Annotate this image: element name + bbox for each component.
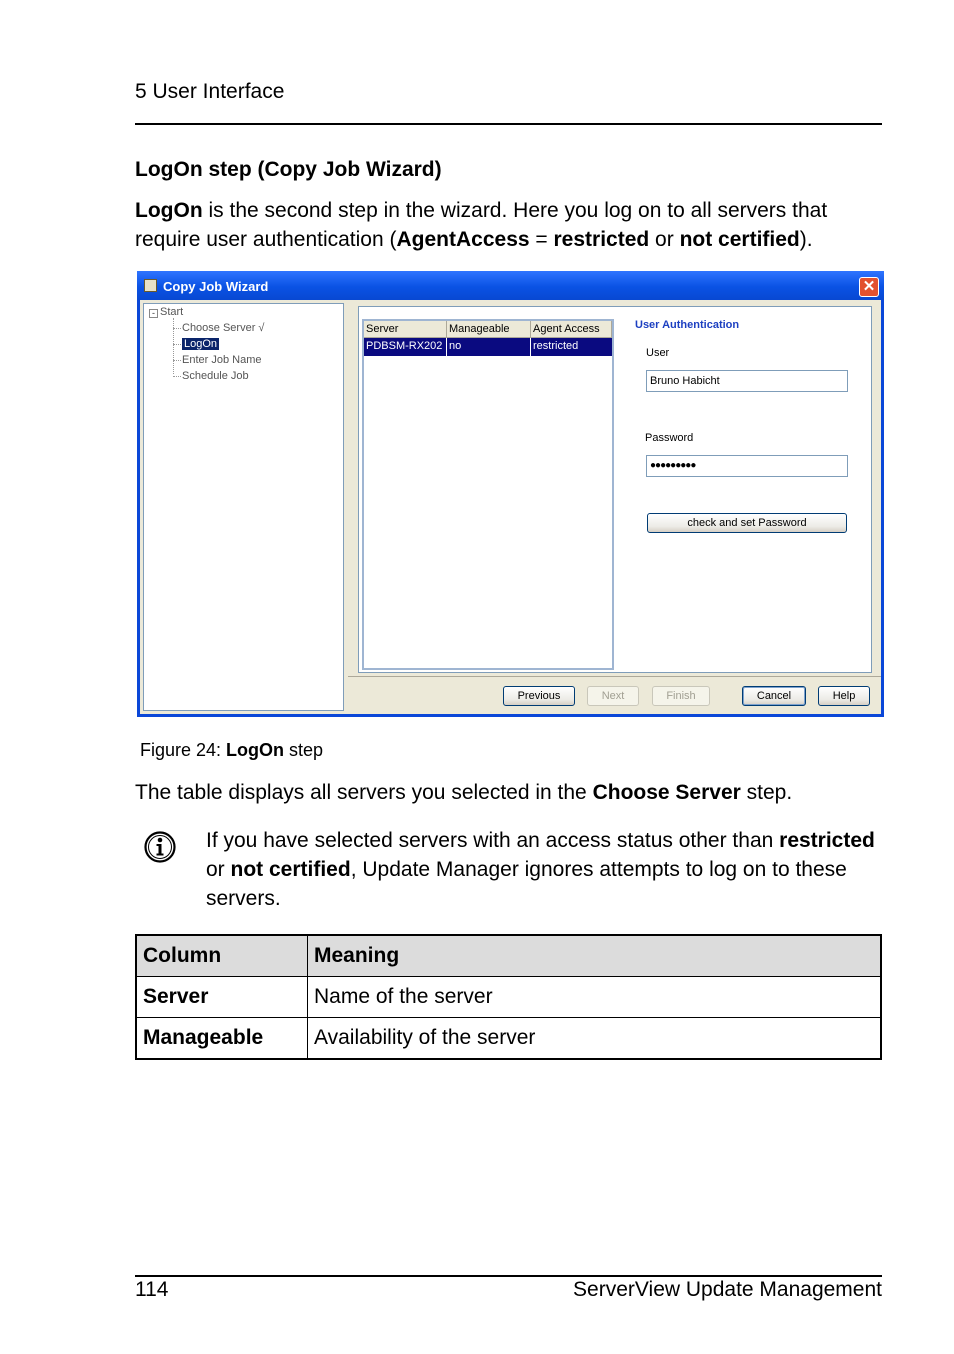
tree-root[interactable]: Start xyxy=(160,306,184,318)
close-button[interactable] xyxy=(859,277,879,297)
caption-suffix: step xyxy=(284,740,324,760)
page-number: 114 xyxy=(135,1278,169,1301)
header-meaning: Meaning xyxy=(308,935,882,977)
tree-branch xyxy=(173,360,181,361)
para2-text2: step. xyxy=(740,781,793,804)
logon-panel xyxy=(358,306,872,673)
previous-button[interactable]: Previous xyxy=(503,686,575,706)
cancel-button[interactable]: Cancel xyxy=(742,686,806,706)
para2-text1: The table displays all servers you selected in the xyxy=(135,781,593,804)
caption-prefix: Figure 24: xyxy=(140,740,227,760)
row-meaning: Name of the server xyxy=(308,977,882,1018)
tree-item-schedule-job[interactable]: Schedule Job xyxy=(182,370,249,382)
tree-item-enter-job-name[interactable]: Enter Job Name xyxy=(182,354,262,366)
next-button[interactable]: Next xyxy=(587,686,639,706)
intro-bold-not-certified: not certified xyxy=(679,228,800,251)
user-authentication-title: User Authentication xyxy=(635,319,740,331)
tree-branch xyxy=(173,328,181,329)
finish-button[interactable]: Finish xyxy=(652,686,710,706)
running-header: 5 User Interface xyxy=(135,80,285,103)
cell-server[interactable]: PDBSM-RX202 xyxy=(364,338,447,356)
figure-caption xyxy=(140,740,323,761)
tree-connector xyxy=(173,318,174,374)
step-tree[interactable] xyxy=(143,303,344,711)
table-header-row xyxy=(136,935,881,977)
tree-branch xyxy=(173,344,181,345)
row-meaning: Availability of the server xyxy=(308,1018,882,1060)
note-bold-restricted: restricted xyxy=(779,829,875,852)
intro-end: ). xyxy=(799,228,813,251)
tree-branch xyxy=(173,376,181,377)
window-title: Copy Job Wizard xyxy=(163,279,269,294)
table-description-paragraph xyxy=(135,778,882,807)
para2-term: Choose Server xyxy=(592,781,741,804)
note-text2: , Update Manager ignores attempts to log on to these servers. xyxy=(206,858,847,910)
footer-rule xyxy=(135,1275,882,1277)
user-input[interactable]: Bruno Habicht xyxy=(646,370,848,392)
row-term: Manageable xyxy=(136,1018,308,1060)
intro-term: LogOn xyxy=(135,199,203,222)
collapse-icon[interactable]: - xyxy=(149,309,158,318)
section-title: LogOn step (Copy Job Wizard) xyxy=(135,158,442,181)
header-rule xyxy=(135,123,882,125)
intro-or: or xyxy=(649,228,680,251)
header-column: Column xyxy=(136,935,308,977)
footer-product: ServerView Update Management xyxy=(573,1278,882,1301)
column-header-server[interactable]: Server xyxy=(364,321,447,338)
button-bar-divider xyxy=(348,676,881,677)
note-bold-not-certified: not certified xyxy=(230,858,351,881)
tree-item-logon[interactable] xyxy=(182,338,219,350)
tree-item-logon-label: LogOn xyxy=(184,338,218,350)
row-term: Server xyxy=(136,977,308,1018)
intro-paragraph xyxy=(135,196,882,254)
password-label: Password xyxy=(645,432,694,444)
intro-bold-restricted: restricted xyxy=(553,228,650,251)
table-row xyxy=(136,1018,881,1060)
app-icon xyxy=(144,279,157,292)
info-icon xyxy=(143,830,177,864)
title-bar[interactable] xyxy=(137,271,884,300)
column-header-agent-access[interactable]: Agent Access xyxy=(531,321,612,338)
note-paragraph xyxy=(206,826,882,913)
copy-job-wizard-window xyxy=(137,271,884,717)
caption-term: LogOn xyxy=(226,740,285,760)
cell-agent-access[interactable]: restricted xyxy=(531,338,612,356)
server-grid[interactable] xyxy=(362,319,614,670)
column-header-manageable[interactable]: Manageable xyxy=(447,321,531,338)
close-icon: ✕ xyxy=(862,278,876,295)
cell-manageable[interactable]: no xyxy=(447,338,531,356)
password-input[interactable]: ●●●●●●●●● xyxy=(646,455,848,477)
check-and-set-password-button[interactable]: check and set Password xyxy=(647,513,847,533)
help-button[interactable]: Help xyxy=(818,686,870,706)
intro-text: is the second step in the wizard. Here you log on to all servers that require user authentication ( xyxy=(135,199,828,251)
note-text1: If you have selected servers with an access status other than xyxy=(206,829,780,852)
column-meaning-table xyxy=(135,934,882,1060)
intro-bold-agentaccess: AgentAccess xyxy=(396,228,530,251)
note-or: or xyxy=(206,858,231,881)
tree-item-choose-server[interactable]: Choose Server √ xyxy=(182,322,265,334)
wizard-client-area xyxy=(140,300,881,714)
user-label: User xyxy=(646,347,670,359)
splitter-handle[interactable] xyxy=(345,303,349,711)
intro-eq: = xyxy=(529,228,554,251)
table-row xyxy=(136,977,881,1018)
